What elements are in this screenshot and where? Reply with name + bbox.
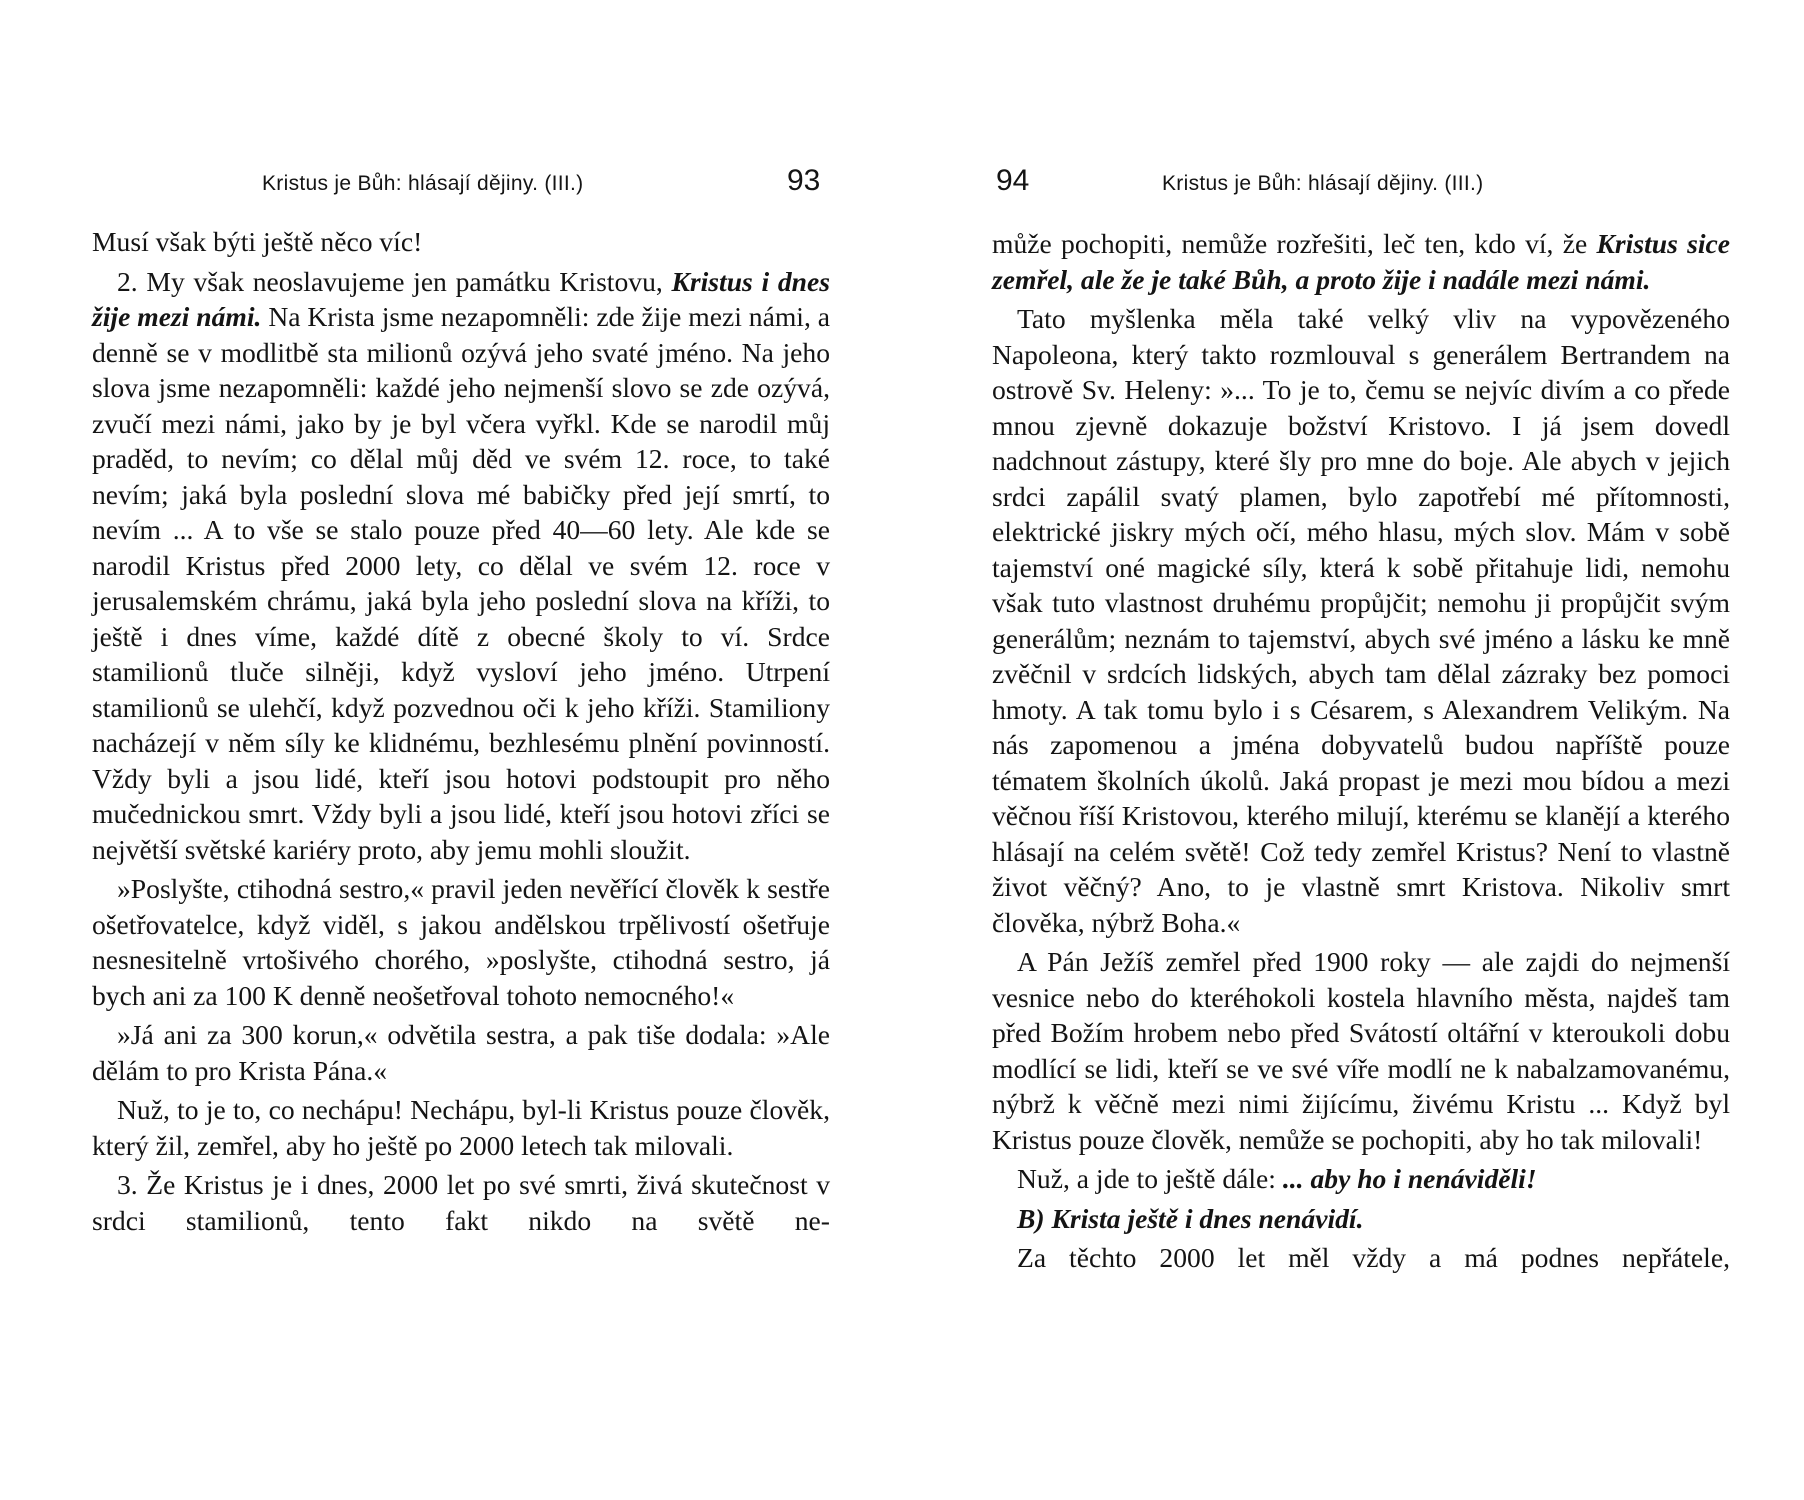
- paragraph: Nuž, a jde to ještě dále: ... aby ho i nenáviděli!: [1017, 1163, 1537, 1194]
- page-header: [92, 164, 832, 204]
- paragraph: »Poslyšte, ctihodná sestro,« pravil jeden nevěřící člověk k sestře ošetřovatelce, když viděl, s jakou andělskou trpělivostí ošetřuje nesnesitelně vrtošivého chorého, »poslyšte, ctihodná sestro, já bych ani za 100 K denně neošetřoval tohoto nemocného!«: [92, 873, 830, 1011]
- paragraph: Tato myšlenka měla také velký vliv na vypovězeného Napoleona, který takto rozmlouval s generálem Bertrandem na ostrově Sv. Heleny: »... To je to, čemu se nejvíc divím a co přede mnou zjevně dokazuje božství Kristovo. I já jsem dovedl nadchnout zástupy, které šly pro mne do boje. Ale abych v jejich srdci zapálil svatý plamen, bylo zapotřebí mé přítomnosti, elektrické jiskry mých očí, mého hlasu, mých slov. Mám v sobě tajemství oné magické síly, která k sobě přitahuje lidi, nemohu však tuto vlastnost druhému propůjčit; nemohu ji propůjčit svým generálům; neznám to tajemství, abych své jméno a lásku ke mně zvěčnil v srdcích lidských, abych tam dělal zázraky bez pomoci hmoty. A tak tomu bylo i s Césarem, s Alexandrem Velikým. Na nás zapomenou a jména dobyvatelů budou napříště pouze tématem školních úkolů. Jaká propast je mezi mou bídou a mezi věčnou říší Kristovou, kterého milují, kterému se klanějí a kterého hlásají na celém světě! Což tedy zemřel Kristus? Není to vlastně život věčný? Ano, to je vlastně smrt Kristova. Nikoliv smrt člověka, nýbrž Boha.«: [992, 303, 1730, 938]
- emphasis: ... aby ho i nenáviděli!: [1282, 1163, 1537, 1194]
- emphasis: B) Krista ještě i dnes nenávidí.: [1017, 1202, 1364, 1234]
- page-number: 93: [787, 164, 821, 197]
- page-number: 94: [996, 164, 1030, 197]
- paragraph: Nuž, to je to, co nechápu! Nechápu, byl-li Kristus pouze člověk, který žil, zemřel, aby ho ještě po 2000 letech tak milovali.: [92, 1094, 830, 1161]
- paragraph: Za těchto 2000 let měl vždy a má podnes nepřátele,: [1017, 1242, 1730, 1273]
- emphasis: Kristus i dnes žije mezi námi.: [92, 265, 830, 332]
- section-heading: [992, 1201, 1730, 1237]
- running-title: Kristus je Bůh: hlásají dějiny. (III.): [262, 172, 584, 195]
- page-header: [992, 164, 1732, 204]
- page-body: [92, 224, 830, 1238]
- paragraph: 3. Že Kristus je i dnes, 2000 let po své smrti, živá skutečnost v srdci stamilionů, tento fakt nikdo na světě ne-: [92, 1169, 830, 1236]
- paragraph: Musí však býti ještě něco víc!: [92, 226, 423, 257]
- running-title: Kristus je Bůh: hlásají dějiny. (III.): [1162, 172, 1484, 195]
- paragraph: A Pán Ježíš zemřel před 1900 roky — ale zajdi do nejmenší vesnice nebo do kteréhokoli kostela hlavního města, najdeš tam před Božím hrobem nebo před Svátostí oltářní v kteroukoli dobu modlící se lidi, kteří se ve své víře modlí ne k nabalzamovanému, nýbrž k věčně mezi nimi žijícímu, živému Kristu ... Když byl Kristus pouze člověk, nemůže se pochopiti, aby ho tak milovali!: [992, 946, 1730, 1155]
- right-page: [992, 0, 1732, 1280]
- paragraph: »Já ani za 300 korun,« odvětila sestra, a pak tiše dodala: »Ale dělám to pro Krista Pána.«: [92, 1019, 830, 1086]
- paragraph: 2. My však neoslavujeme jen památku Kristovu, Kristus i dnes žije mezi námi. Na Krista jsme nezapomněli: zde žije mezi námi, a denně se v modlitbě sta milionů ozývá jeho svaté jméno. Na jeho slova jsme nezapomněli: každé jeho nejmenší slovo se zde ozývá, zvučí mezi námi, jako by je byl včera vyřkl. Kde se narodil můj praděd, to nevím; co dělal můj děd ve svém 12. roce, to také nevím; jaká byla poslední slova mé babičky před její smrtí, to nevím ... A to vše se stalo pouze před 40—60 lety. Ale kde se narodil Kristus před 2000 lety, co dělal ve svém 12. roce v jerusalemském chrámu, jaká byla jeho poslední slova na kříži, to ještě i dnes víme, každé dítě z obecné školy to ví. Srdce stamilionů tluče silněji, když vysloví jeho jméno. Utrpení stamilionů se ulehčí, když pozvednou oči k jeho kříži. Stamiliony nacházejí v něm síly ke klidnému, bezhlesému plnění povinností. Vždy byli a jsou lidé, kteří jsou hotovi podstoupit pro něho mučednickou smrt. Vždy byli a jsou lidé, kteří jsou hotovi zříci se největší světské kariéry proto, aby jemu mohli sloužit.: [92, 265, 831, 865]
- emphasis: Kristus sice zemřel, ale že je také Bůh, a proto žije i nadále mezi námi.: [992, 228, 1730, 295]
- page-body: [992, 226, 1730, 1276]
- left-page: [92, 0, 832, 1242]
- paragraph: může pochopiti, nemůže rozřešiti, leč ten, kdo ví, že Kristus sice zemřel, ale že je také Bůh, a proto žije i nadále mezi námi.: [992, 228, 1730, 295]
